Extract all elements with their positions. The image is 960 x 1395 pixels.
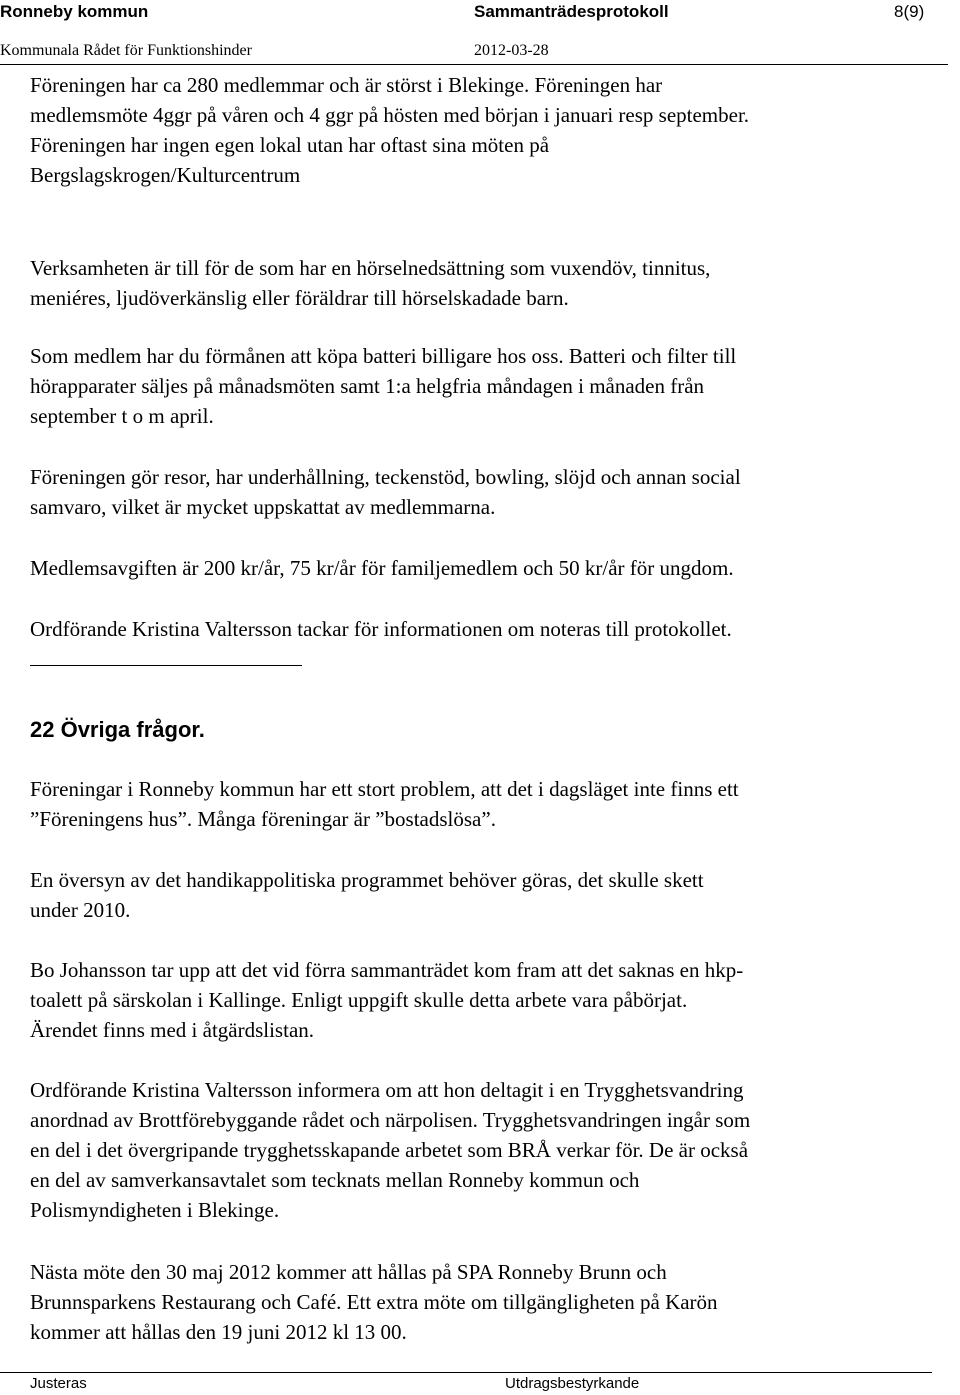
header-doc-type: Sammanträdesprotokoll — [474, 2, 669, 21]
text-line: Bergslagskrogen/Kulturcentrum — [30, 163, 301, 187]
header-divider — [0, 64, 948, 65]
text-line: Föreningar i Ronneby kommun har ett stort problem, att det i dagsläget inte finns ett — [30, 777, 739, 801]
text-line: Föreningen har ca 280 medlemmar och är störst i Blekinge. Föreningen har — [30, 73, 663, 97]
header-date: 2012-03-28 — [474, 42, 549, 59]
section-heading: 22 Övriga frågor. — [30, 717, 205, 742]
paragraph-5 — [30, 553, 945, 583]
text-line: samvaro, vilket är mycket uppskattat av medlemmarna. — [30, 495, 496, 519]
text-line: Verksamheten är till för de som har en hörselnedsättning som vuxendöv, tinnitus, — [30, 256, 711, 280]
section-paragraph-5 — [30, 1257, 945, 1347]
section-paragraph-1 — [30, 774, 945, 834]
section-paragraph-2 — [30, 865, 945, 925]
text-line: medlemsmöte 4ggr på våren och 4 ggr på hösten med början i januari resp september. — [30, 103, 750, 127]
text-line: Ordförande Kristina Valtersson informera om att hon deltagit i en Trygghetsvandring — [30, 1078, 744, 1102]
text-line: Föreningen har ingen egen lokal utan har oftast sina möten på — [30, 133, 550, 157]
text-line: Föreningen gör resor, har underhållning, teckenstöd, bowling, slöjd och annan social — [30, 465, 741, 489]
paragraph-6 — [30, 614, 945, 644]
header-org: Ronneby kommun — [0, 2, 149, 21]
text-line: meniéres, ljudöverkänslig eller föräldrar till hörselskadade barn. — [30, 286, 569, 310]
text-line: Medlemsavgiften är 200 kr/år, 75 kr/år för familjemedlem och 50 kr/år för ungdom. — [30, 556, 734, 580]
text-line: under 2010. — [30, 898, 131, 922]
paragraph-4 — [30, 462, 945, 522]
text-line: Polismyndigheten i Blekinge. — [30, 1198, 280, 1222]
text-line: toalett på särskolan i Kallinge. Enligt uppgift skulle detta arbete vara påbörjat. — [30, 988, 688, 1012]
section-paragraph-3 — [30, 955, 945, 1045]
text-line: En översyn av det handikappolitiska programmet behöver göras, det skulle skett — [30, 868, 704, 892]
text-line: hörapparater säljes på månadsmöten samt 1:a helgfria måndagen i månaden från — [30, 374, 705, 398]
section-separator — [30, 665, 302, 666]
paragraph-1 — [30, 70, 945, 190]
text-line: anordnad av Brottförebyggande rådet och närpolisen. Trygghetsvandringen ingår som — [30, 1108, 751, 1132]
header-committee: Kommunala Rådet för Funktionshinder — [0, 42, 252, 59]
footer-justeras: Justeras — [30, 1375, 87, 1392]
text-line: kommer att hållas den 19 juni 2012 kl 13 00. — [30, 1320, 407, 1344]
footer-divider — [0, 1372, 932, 1373]
text-line: Bo Johansson tar upp att det vid förra sammanträdet kom fram att det saknas en hkp- — [30, 958, 744, 982]
text-line: Ordförande Kristina Valtersson tackar för informationen om noteras till protokollet. — [30, 617, 732, 641]
text-line: Som medlem har du förmånen att köpa batteri billigare hos oss. Batteri och filter till — [30, 344, 737, 368]
paragraph-3 — [30, 341, 945, 431]
text-line: Ärendet finns med i åtgärdslistan. — [30, 1018, 315, 1042]
text-line: en del i det övergripande trygghetsskapande arbetet som BRÅ verkar för. De är också — [30, 1138, 749, 1162]
footer-utdragsbestyrkande: Utdragsbestyrkande — [505, 1375, 640, 1392]
text-line: ”Föreningens hus”. Många föreningar är ”bostadslösa”. — [30, 807, 496, 831]
section-paragraph-4 — [30, 1075, 945, 1225]
text-line: Brunnsparkens Restaurang och Café. Ett extra möte om tillgängligheten på Karön — [30, 1290, 718, 1314]
paragraph-2 — [30, 253, 945, 313]
header-page-number: 8(9) — [894, 2, 925, 21]
text-line: Nästa möte den 30 maj 2012 kommer att hållas på SPA Ronneby Brunn och — [30, 1260, 667, 1284]
text-line: september t o m april. — [30, 404, 214, 428]
text-line: en del av samverkansavtalet som tecknats mellan Ronneby kommun och — [30, 1168, 640, 1192]
page-header — [0, 0, 960, 24]
